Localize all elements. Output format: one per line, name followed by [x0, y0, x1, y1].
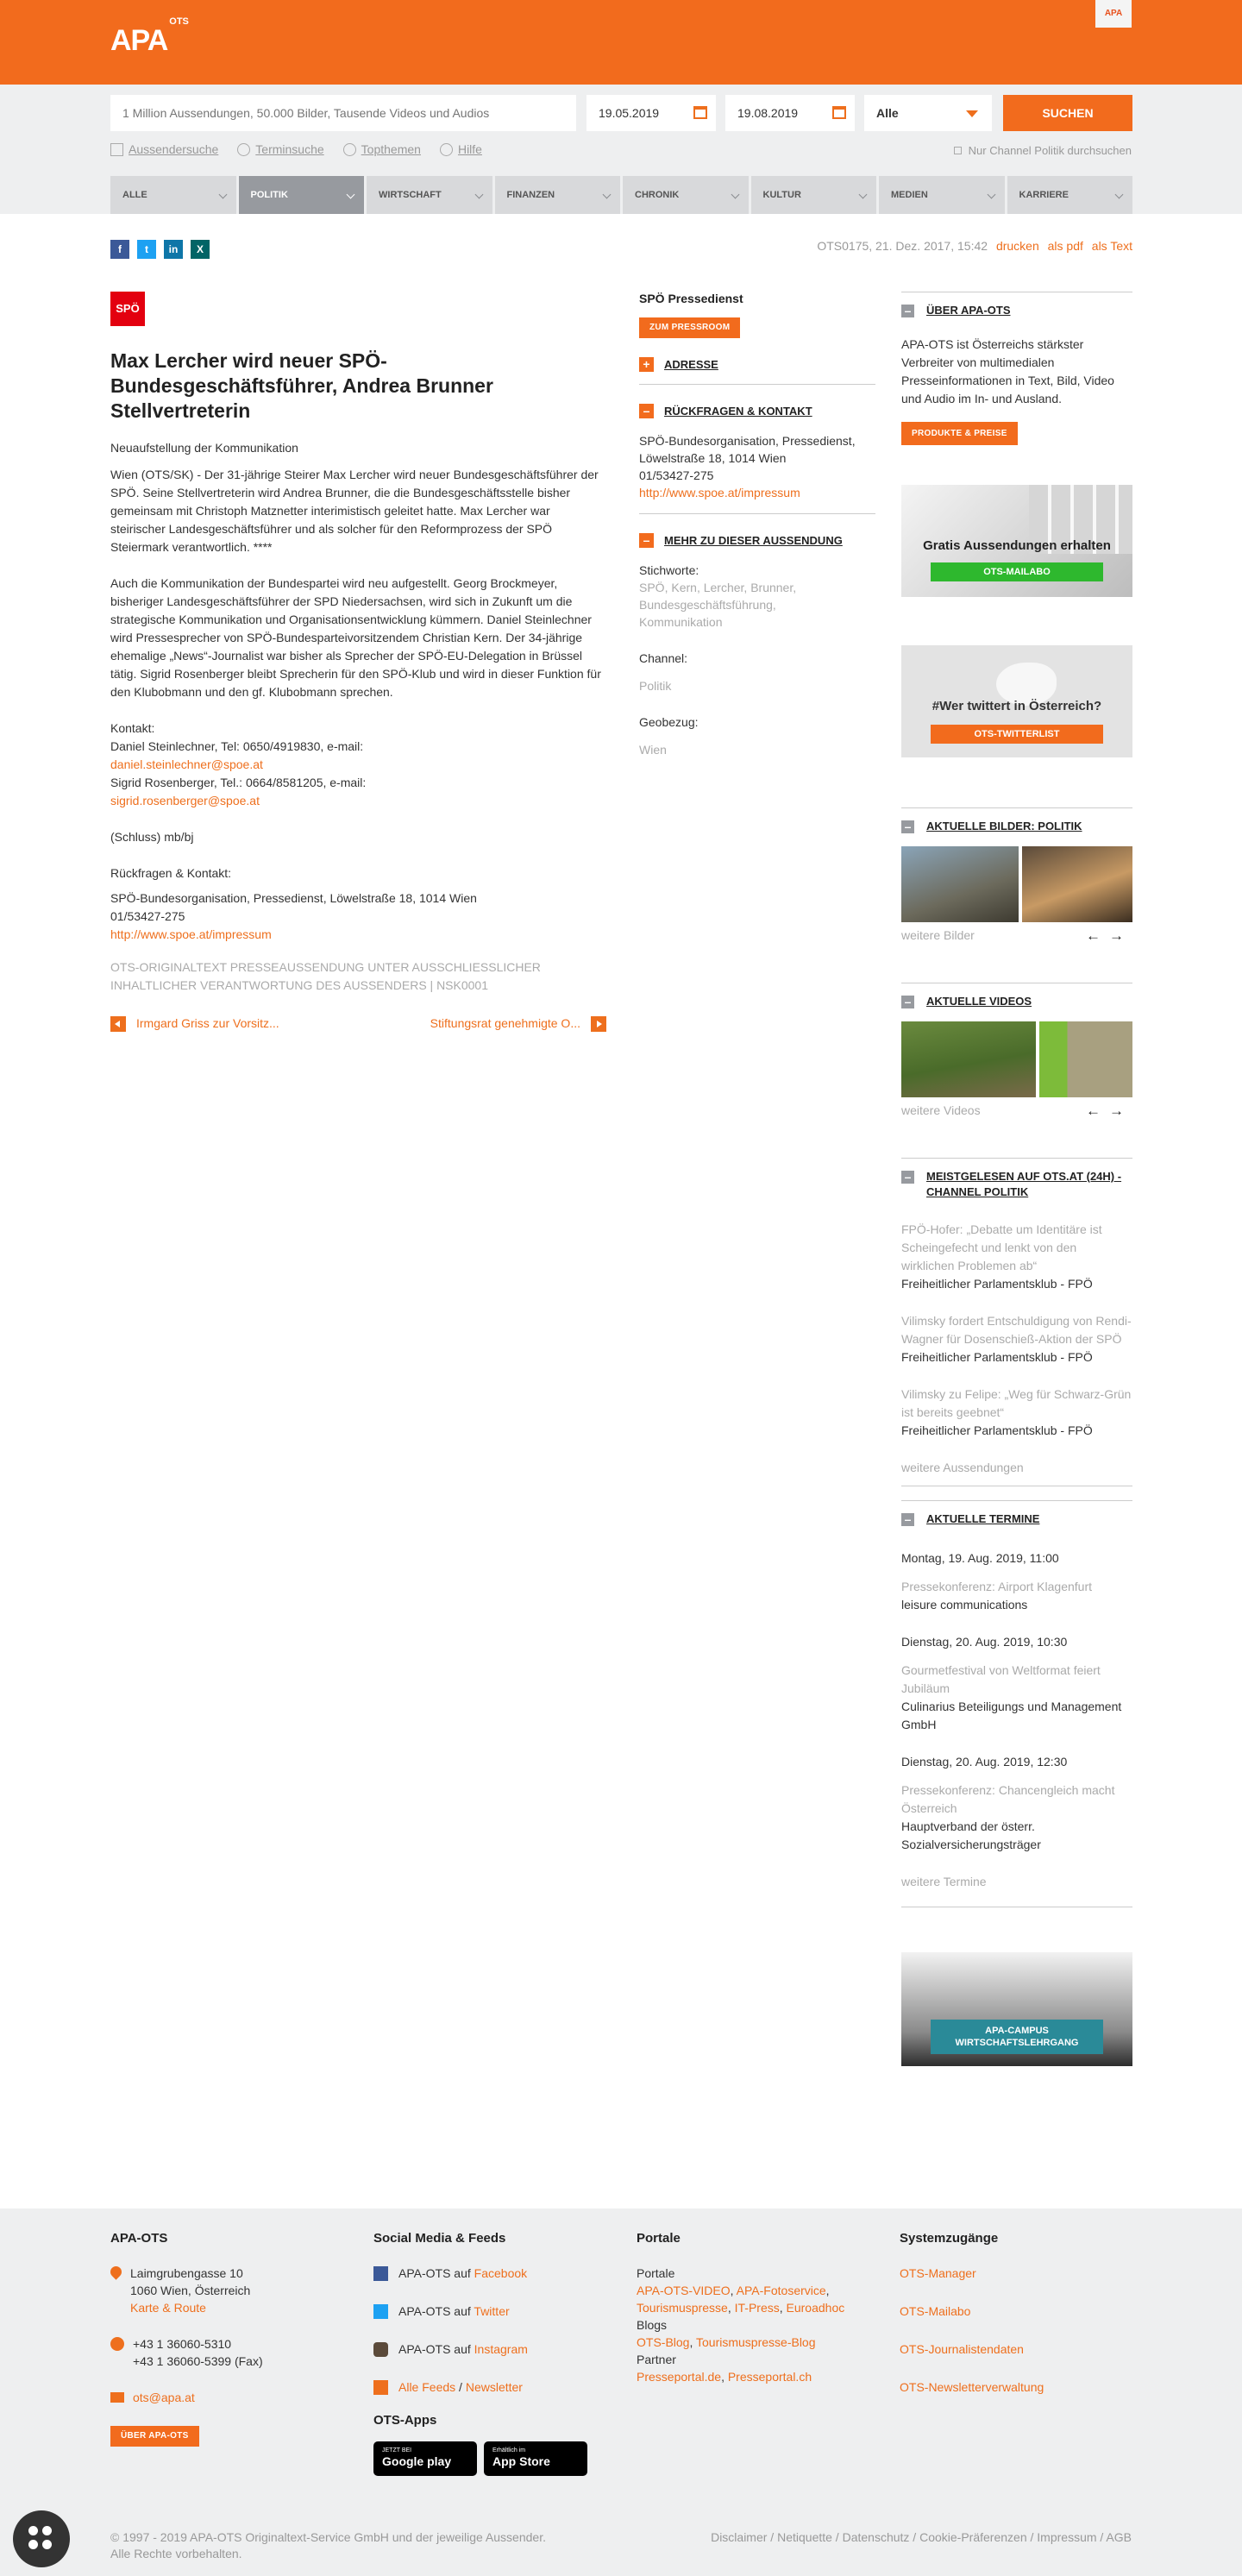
twitter-link[interactable]: Twitter — [474, 2304, 510, 2318]
article-meta — [817, 238, 1132, 255]
geo-link[interactable]: Wien — [639, 743, 667, 757]
portal-link[interactable]: IT-Press — [734, 2301, 780, 2315]
arrow-right-icon — [591, 1016, 606, 1032]
article-end: (Schluss) mb/bj — [110, 830, 194, 844]
tab-finanzen[interactable]: FINANZEN — [495, 176, 621, 214]
twitterlist-button[interactable]: OTS-TWITTERLIST — [931, 725, 1103, 744]
chevron-down-icon — [987, 191, 995, 199]
legal-link[interactable]: Cookie-Präferenzen — [919, 2530, 1027, 2544]
list-item: Vilimsky fordert Entschuldigung von Rendi-Wagner für Dosenschieß-Aktion der SPÖ Freiheitlicher Parlamentsklub - FPÖ — [901, 1314, 1132, 1364]
video-thumbnail[interactable] — [901, 1021, 1036, 1097]
minus-icon[interactable]: – — [901, 996, 914, 1008]
arrow-nav-icons[interactable]: ←→ — [1086, 927, 1132, 944]
minus-icon[interactable]: – — [639, 533, 654, 548]
search-sublinks — [110, 141, 482, 159]
prev-article[interactable]: Irmgard Griss zur Vorsitz... — [110, 1015, 279, 1033]
tab-alle[interactable]: ALLE — [110, 176, 236, 214]
footer-col-portale: Portale Portale APA-OTS-VIDEO, APA-Fotoservice, Tourismuspresse, IT-Press, Euroadhoc Blogs OTS-Blog, Tourismuspresse-Blog Partner Presseportal.de, Presseportal.ch — [637, 2231, 845, 2384]
videos-section: – AKTUELLE VIDEOS weitere Videos ←→ — [901, 983, 1132, 1120]
system-link[interactable]: OTS-Mailabo — [900, 2304, 971, 2318]
arrow-nav-icons[interactable]: ←→ — [1086, 1103, 1132, 1119]
feeds-link[interactable]: Alle Feeds — [398, 2380, 456, 2394]
facebook-icon — [373, 2266, 388, 2281]
article-title: Max Lercher wird neuer SPÖ-Bundesgeschäftsführer, Andrea Brunner Stellvertreterin — [110, 349, 493, 422]
apa-ots-logo[interactable]: $APA^{OTS}$ — [110, 16, 189, 57]
legal-link[interactable]: Impressum — [1037, 2530, 1097, 2544]
legal-link[interactable]: Disclaimer — [711, 2530, 768, 2544]
sender-column — [639, 292, 875, 770]
location-pin-icon — [108, 2264, 123, 2279]
list-item: Dienstag, 20. Aug. 2019, 10:30 Gourmetfestival von Weltformat feiert Jubiläum Culinarius Beteiligungs und Management GmbH — [901, 1635, 1122, 1731]
rss-icon — [373, 2380, 388, 2395]
minus-icon[interactable]: – — [901, 1171, 914, 1184]
more-videos-link[interactable]: weitere Videos — [901, 1103, 981, 1118]
legal-link[interactable]: Datenschutz — [842, 2530, 910, 2544]
mehr-section: – MEHR ZU DIESER AUSSENDUNG Stichworte: SPÖ, Kern, Lercher, Brunner, Bundesgeschäftsführung, Kommunikation Channel: Politik Geobezug: Wien — [639, 533, 843, 757]
checkbox-icon[interactable] — [954, 147, 962, 154]
chevron-down-icon — [1115, 191, 1124, 199]
channel-link[interactable]: Politik — [639, 679, 672, 693]
twitter-icon — [373, 2304, 388, 2319]
chevron-down-icon — [603, 191, 612, 199]
twitterlist-promo[interactable]: #Wer twittert in Österreich? OTS-TWITTERLIST — [901, 645, 1132, 757]
category-select[interactable]: Alle — [864, 95, 992, 131]
link-hilfe[interactable]: Hilfe — [440, 141, 482, 159]
compass-icon — [343, 143, 356, 156]
footer-col-social: Social Media & Feeds APA-OTS auf Facebook APA-OTS auf Twitter APA-OTS auf Instagram Alle Feeds / Newsletter OTS-Apps JETZT BEI Google play Erhältlich im App Store — [373, 2231, 589, 2476]
campus-banner[interactable]: APA-CAMPUS WIRTSCHAFTSLEHRGANG — [931, 2020, 1103, 2054]
blog-link[interactable]: Tourismuspresse-Blog — [696, 2335, 816, 2349]
legal-link[interactable]: Netiquette — [777, 2530, 832, 2544]
video-thumbnail[interactable] — [1039, 1021, 1132, 1097]
system-link[interactable]: OTS-Newsletterverwaltung — [900, 2380, 1044, 2394]
tab-kultur[interactable]: KULTUR — [751, 176, 877, 214]
facebook-link[interactable]: Facebook — [474, 2266, 528, 2280]
footer-col-system: Systemzugänge OTS-Manager OTS-Mailabo OTS-Journalistendaten OTS-Newsletterverwaltung — [900, 2231, 1044, 2394]
keyword-link[interactable]: Brunner — [750, 581, 794, 594]
keyword-link[interactable]: Lercher — [703, 581, 744, 594]
calendar-icon[interactable] — [693, 106, 707, 119]
keyword-list: SPÖ, Kern, Lercher, Brunner, Bundesgeschäftsführung, Kommunikation — [639, 581, 797, 629]
article-paragraph: Auch die Kommunikation der Bundespartei wird neu aufgestellt. Georg Brockmeyer, bisheriger Landesgeschäftsführer der SPD Niedersachsen, wird sich in Zukunft um die strategische Kommunikation und Organisationsentwicklung kümmern. Daniel Steinlechner wird Pressesprecher von SPÖ-Bundesparteivorsitzendem Christian Kern. Der 34-jährige ehemalige „News“-Journalist war bisher als Sprecher der SPÖ-EU-Delegation in Brüssel tätig. Sigrid Rosenberger bleibt Sprecherin für den SPÖ-Klub und wird in dieser Funktion für den Klubobmann und den gf. Klubobmann sprechen. — [110, 576, 601, 699]
email-link[interactable]: ots@apa.at — [133, 2391, 195, 2404]
portal-link[interactable]: APA-OTS-VIDEO — [637, 2284, 731, 2297]
dot-icon — [42, 2540, 52, 2549]
instagram-link[interactable]: Instagram — [474, 2342, 528, 2356]
newsletter-link[interactable]: Newsletter — [465, 2380, 523, 2394]
images-section: – AKTUELLE BILDER: POLITIK weitere Bilder ←→ — [901, 807, 1132, 945]
most-read-section: – MEISTGELESEN AUF OTS.AT (24H) - CHANNEL POLITIK FPÖ-Hofer: „Debatte um Identitäre ist Scheingefecht und lenkt von den wirklichen Problemen ab“ Freiheitlicher Parlamentsklub - FPÖ Vilimsky fordert Entschuldigung von Rendi-Wagner für Dosenschieß-Aktion der SPÖ Freiheitlicher Parlamentsklub - FPÖ Vilimsky zu Felipe: „Weg für Schwarz-Grün ist bereits geebnet“ Freiheitlicher Parlamentsklub - FPÖ weitere Aussendungen — [901, 1158, 1132, 1486]
apa-corner-logo[interactable]: APA — [1095, 0, 1132, 28]
sender-name: SPÖ Pressedienst — [639, 292, 743, 305]
link-topthemen[interactable]: Topthemen — [343, 141, 421, 159]
email-link[interactable]: daniel.steinlechner@spoe.at — [110, 757, 263, 771]
arrow-left-icon — [110, 1016, 126, 1032]
pressroom-button[interactable]: ZUM PRESSROOM — [639, 317, 740, 338]
minus-icon[interactable]: – — [639, 404, 654, 418]
about-button[interactable]: ÜBER APA-OTS — [110, 2426, 199, 2447]
google-play-badge[interactable]: JETZT BEI Google play — [373, 2441, 477, 2476]
image-thumbnail[interactable] — [901, 846, 1019, 922]
rueckfragen-section: – RÜCKFRAGEN & KONTAKT SPÖ-Bundesorganisation, Pressedienst, Löwelstraße 18, 1014 Wien 01/53427-275 http://www.spoe.at/impressum — [639, 385, 875, 514]
site-header — [0, 0, 1242, 85]
route-link[interactable]: Karte & Route — [130, 2301, 206, 2315]
print-link[interactable]: drucken — [995, 239, 1039, 253]
date-from-field[interactable]: 19.05.2019 — [586, 95, 716, 131]
caret-down-icon — [966, 110, 978, 117]
blog-link[interactable]: OTS-Blog — [637, 2335, 690, 2349]
list-item: FPÖ-Hofer: „Debatte um Identitäre ist Scheingefecht und lenkt von den wirklichen Problemen ab“ Freiheitlicher Parlamentsklub - FPÖ — [901, 1222, 1102, 1291]
article-paragraph: Wien (OTS/SK) - Der 31-jährige Steirer Max Lercher wird neuer Bundesgeschäftsführer der SPÖ. Seine Stellvertreterin wird Andrea Brunner, die die Bundesgeschäftsstelle bisher gemeinsam mit Christoph Matznetter interimistisch geleitet hatte. Max Lercher war steirischer Landesgeschäftsführer und als solcher für den Reformprozess der SPÖ Steiermark verantwortlich. **** — [110, 468, 599, 554]
minus-icon[interactable]: – — [901, 1513, 914, 1526]
legal-link[interactable]: AGB — [1106, 2530, 1132, 2544]
list-item: Vilimsky zu Felipe: „Weg für Schwarz-Grün ist bereits geebnet“ Freiheitlicher Parlamentsklub - FPÖ — [901, 1387, 1132, 1437]
partner-link[interactable]: Presseportal.ch — [727, 2370, 812, 2384]
dot-icon — [28, 2540, 38, 2549]
events-section: – AKTUELLE TERMINE Montag, 19. Aug. 2019, 11:00 Pressekonferenz: Airport Klagenfurt leisure communications Dienstag, 20. Aug. 2019, 10:30 Gourmetfestival von Weltformat feiert Jubiläum Culinarius Beteiligungs und Management GmbH Dienstag, 20. Aug. 2019, 12:30 Pressekonferenz: Chancengleich macht Österreich Hauptverband der österr. Sozialversicherungsträger weitere Termine — [901, 1500, 1132, 1907]
next-article[interactable]: Stiftungsrat genehmigte O... — [430, 1015, 606, 1033]
article — [110, 292, 606, 1033]
products-button[interactable]: PRODUKTE & PREISE — [901, 422, 1018, 445]
ots-footnote: OTS-ORIGINALTEXT PRESSEAUSSENDUNG UNTER AUSSCHLIESSLICHER INHALTLICHER VERANTWORTUNG DES AUSSENDERS | NSK0001 — [110, 960, 541, 992]
dot-icon — [42, 2526, 52, 2535]
portal-link[interactable]: APA-Fotoservice — [736, 2284, 826, 2297]
more-images-link[interactable]: weitere Bilder — [901, 928, 975, 943]
impressum-link[interactable]: http://www.spoe.at/impressum — [639, 486, 800, 499]
legal-links: Disclaimer / Netiquette / Datenschutz / Cookie-Präferenzen / Impressum / AGB — [711, 2530, 1132, 2544]
impressum-link[interactable]: http://www.spoe.at/impressum — [110, 927, 272, 941]
search-input[interactable] — [110, 95, 576, 131]
email-link[interactable]: sigrid.rosenberger@spoe.at — [110, 794, 260, 807]
clock-icon — [237, 143, 250, 156]
more-releases-link[interactable]: weitere Aussendungen — [901, 1461, 1024, 1474]
portal-link[interactable]: Tourismuspresse — [637, 2301, 728, 2315]
share-icons — [110, 240, 210, 259]
instagram-icon — [373, 2342, 388, 2357]
more-events-link[interactable]: weitere Termine — [901, 1875, 987, 1888]
info-icon — [440, 143, 453, 156]
channel-nav — [110, 176, 1132, 214]
mail-icon — [110, 2392, 124, 2403]
chevron-down-icon — [347, 191, 355, 199]
linkedin-icon[interactable]: in — [164, 240, 183, 259]
about-section: – ÜBER APA-OTS APA-OTS ist Österreichs stärkster Verbreiter von multimedialen Presseinformationen in Text, Bild, Video und Audio im In- und Ausland. PRODUKTE & PREISE — [901, 292, 1132, 445]
search-band — [0, 85, 1242, 214]
adresse-section[interactable]: + ADRESSE — [639, 338, 875, 385]
phone-icon — [110, 2337, 124, 2351]
tab-chronik[interactable]: CHRONIK — [623, 176, 749, 214]
tab-medien[interactable]: MEDIEN — [879, 176, 1005, 214]
xing-icon[interactable]: X — [191, 240, 210, 259]
keyword-link[interactable]: Kommunikation — [639, 615, 723, 629]
search-button[interactable]: SUCHEN — [1003, 95, 1132, 131]
sidebar — [901, 292, 1132, 2118]
mailabo-button[interactable]: OTS-MAILABO — [931, 562, 1103, 581]
system-link[interactable]: OTS-Manager — [900, 2266, 976, 2280]
list-item: Montag, 19. Aug. 2019, 11:00 Pressekonferenz: Airport Klagenfurt leisure communications — [901, 1551, 1093, 1612]
dot-icon — [28, 2526, 38, 2535]
channel-only-checkbox[interactable]: Nur Channel Politik durchsuchen — [954, 143, 1132, 159]
site-footer — [0, 2208, 1242, 2576]
prev-next-nav — [110, 1015, 606, 1033]
minus-icon[interactable]: – — [901, 820, 914, 833]
chevron-down-icon — [218, 191, 227, 199]
chevron-down-icon — [474, 191, 483, 199]
keyword-link[interactable]: Bundesgeschäftsführung — [639, 598, 773, 612]
twitter-icon[interactable]: t — [137, 240, 156, 259]
app-store-badge[interactable]: Erhältlich im App Store — [484, 2441, 587, 2476]
chevron-down-icon — [859, 191, 868, 199]
tab-wirtschaft[interactable]: WIRTSCHAFT — [367, 176, 492, 214]
link-aussendersuche[interactable]: Aussendersuche — [110, 141, 218, 159]
contact-block: Kontakt: Daniel Steinlechner, Tel: 0650/4919830, e-mail: daniel.steinlechner@spoe.at Sigrid Rosenberger, Tel.: 0664/8581205, e-mail: sigrid.rosenberger@spoe.at — [110, 721, 367, 807]
pdf-link[interactable]: als pdf — [1047, 239, 1083, 253]
text-link[interactable]: als Text — [1091, 239, 1132, 253]
keyword-link[interactable]: SPÖ — [639, 581, 665, 594]
link-terminsuche[interactable]: Terminsuche — [237, 141, 323, 159]
copyright: © 1997 - 2019 APA-OTS Originaltext-Service GmbH und der jeweilige Aussender. Alle Rechte vorbehalten. — [110, 2530, 546, 2560]
footer-col-apa: APA-OTS Laimgrubengasse 10 1060 Wien, Österreich Karte & Route +43 1 36060-5310 +43 1 36060-5399 (Fax) ots@apa.at ÜBER APA-OTS — [110, 2231, 326, 2447]
article-subtitle: Neuaufstellung der Kommunikation — [110, 441, 298, 455]
tab-politik[interactable]: POLITIK — [239, 176, 365, 214]
rueckfragen-block: Rückfragen & Kontakt: SPÖ-Bundesorganisation, Pressedienst, Löwelstraße 18, 1014 Wien 01/53427-275 http://www.spoe.at/impressum — [110, 866, 477, 941]
facebook-icon[interactable]: f — [110, 240, 129, 259]
system-link[interactable]: OTS-Journalistendaten — [900, 2342, 1024, 2356]
list-item: Dienstag, 20. Aug. 2019, 12:30 Pressekonferenz: Chancengleich macht Österreich Hauptverband der österr. Sozialversicherungsträger — [901, 1755, 1115, 1851]
floating-menu-button[interactable] — [13, 2510, 70, 2567]
portal-link[interactable]: Euroadhoc — [786, 2301, 845, 2315]
calendar-icon[interactable] — [832, 106, 846, 119]
partner-link[interactable]: Presseportal.de — [637, 2370, 722, 2384]
sender-logo[interactable]: SPÖ — [110, 292, 145, 326]
minus-icon[interactable]: – — [901, 305, 914, 317]
tab-karriere[interactable]: KARRIERE — [1007, 176, 1133, 214]
campus-promo[interactable] — [901, 1952, 1132, 2066]
image-thumbnail[interactable] — [1022, 846, 1132, 922]
chevron-down-icon — [731, 191, 739, 199]
building-icon — [110, 143, 123, 156]
date-to-field[interactable]: 19.08.2019 — [725, 95, 855, 131]
plus-icon[interactable]: + — [639, 357, 654, 372]
keyword-link[interactable]: Kern — [671, 581, 697, 594]
ots-id: OTS0175, 21. Dez. 2017, 15:42 — [817, 239, 988, 253]
mailabo-promo[interactable]: Gratis Aussendungen erhalten OTS-MAILABO — [901, 485, 1132, 597]
